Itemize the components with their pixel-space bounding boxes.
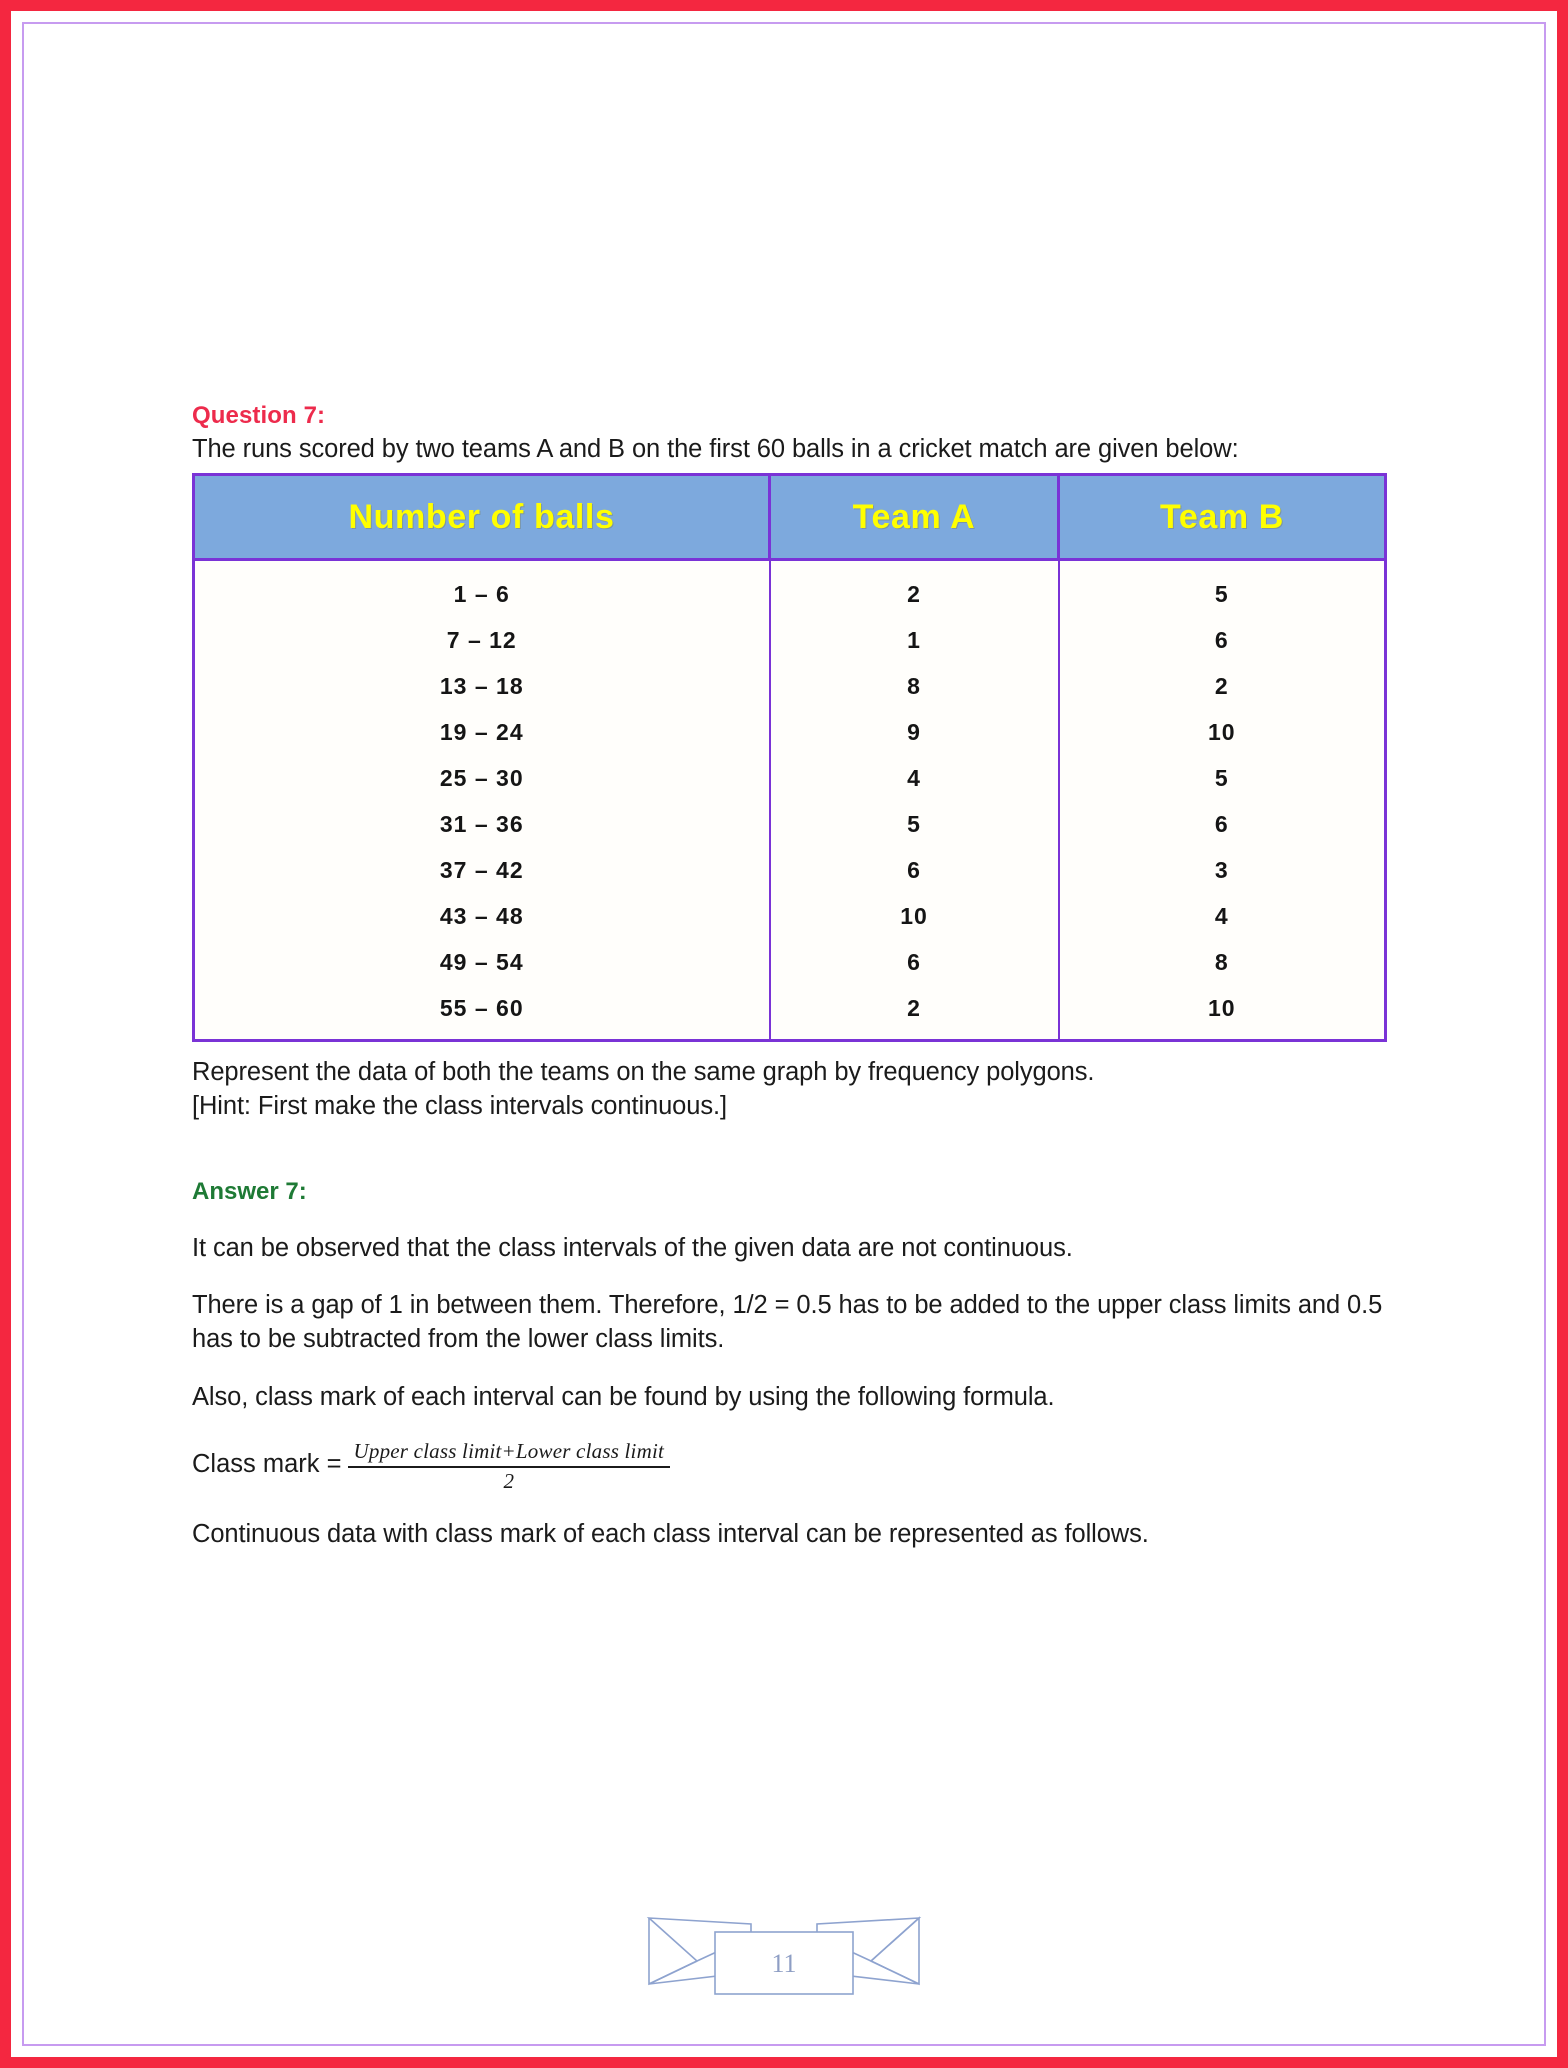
- formula-label: Class mark =: [192, 1449, 342, 1478]
- runs-data-table: [192, 473, 1387, 1042]
- table-row: [194, 939, 1386, 985]
- cell-team-a: 6: [770, 847, 1059, 893]
- cell-team-b: 6: [1059, 617, 1386, 663]
- class-mark-formula: [192, 1432, 1384, 1496]
- cell-team-b: 4: [1059, 893, 1386, 939]
- column-header-team-a: Team A: [770, 475, 1059, 560]
- table-row: [194, 617, 1386, 663]
- answer-paragraph-1: It can be observed that the class intervals of the given data are not continuous.: [192, 1233, 1073, 1262]
- cell-team-b: 5: [1059, 755, 1386, 801]
- question-text: The runs scored by two teams A and B on the first 60 balls in a cricket match are given below:: [192, 435, 1239, 464]
- cell-team-b: 2: [1059, 663, 1386, 709]
- page-footer-ribbon: [11, 1901, 1557, 2011]
- page-content: [192, 403, 1384, 1552]
- cell-interval: 55 – 60: [194, 985, 770, 1041]
- cell-team-b: 5: [1059, 560, 1386, 618]
- cell-team-a: 2: [770, 985, 1059, 1041]
- cell-team-a: 5: [770, 801, 1059, 847]
- answer-heading: Answer 7:: [192, 1178, 307, 1206]
- formula-fraction: [348, 1439, 671, 1494]
- table-row: [194, 985, 1386, 1041]
- cell-team-b: 10: [1059, 709, 1386, 755]
- cell-team-a: 2: [770, 560, 1059, 618]
- answer-paragraph-3: Also, class mark of each interval can be found by using the following formula.: [192, 1382, 1055, 1411]
- table-header-row: [194, 475, 1386, 560]
- cell-team-a: 9: [770, 709, 1059, 755]
- table-row: [194, 847, 1386, 893]
- cell-team-a: 6: [770, 939, 1059, 985]
- cell-team-a: 10: [770, 893, 1059, 939]
- cell-team-b: 10: [1059, 985, 1386, 1041]
- cell-interval: 25 – 30: [194, 755, 770, 801]
- cell-interval: 7 – 12: [194, 617, 770, 663]
- cell-team-a: 4: [770, 755, 1059, 801]
- cell-team-b: 3: [1059, 847, 1386, 893]
- question-heading: Question 7:: [192, 402, 326, 429]
- formula-numerator: Upper class limit+Lower class limit: [353, 1438, 665, 1463]
- page-number: 11: [771, 1949, 797, 1978]
- table-row: [194, 560, 1386, 618]
- answer-paragraph-4: Continuous data with class mark of each class interval can be represented as follows.: [192, 1520, 1149, 1549]
- cell-interval: 13 – 18: [194, 663, 770, 709]
- formula-denominator: 2: [503, 1468, 514, 1493]
- cell-interval: 43 – 48: [194, 893, 770, 939]
- column-header-team-b: Team B: [1059, 475, 1386, 560]
- cell-interval: 49 – 54: [194, 939, 770, 985]
- answer-paragraph-2: There is a gap of 1 in between them. Therefore, 1/2 = 0.5 has to be added to the upper class limits and 0.5 has to be subtracted from the lower class limits.: [192, 1291, 1383, 1354]
- column-header-number-of-balls: Number of balls: [194, 475, 770, 560]
- cell-interval: 31 – 36: [194, 801, 770, 847]
- represent-instruction: Represent the data of both the teams on the same graph by frequency polygons.: [192, 1058, 1095, 1087]
- table-row: [194, 801, 1386, 847]
- table-row: [194, 709, 1386, 755]
- cell-interval: 37 – 42: [194, 847, 770, 893]
- table-row: [194, 755, 1386, 801]
- cell-team-b: 6: [1059, 801, 1386, 847]
- table-row: [194, 663, 1386, 709]
- table-row: [194, 893, 1386, 939]
- cell-interval: 19 – 24: [194, 709, 770, 755]
- cell-team-a: 1: [770, 617, 1059, 663]
- ribbon-banner-icon: [639, 1906, 929, 2006]
- cell-interval: 1 – 6: [194, 560, 770, 618]
- hint-line: [Hint: First make the class intervals continuous.]: [192, 1091, 727, 1120]
- cell-team-b: 8: [1059, 939, 1386, 985]
- cell-team-a: 8: [770, 663, 1059, 709]
